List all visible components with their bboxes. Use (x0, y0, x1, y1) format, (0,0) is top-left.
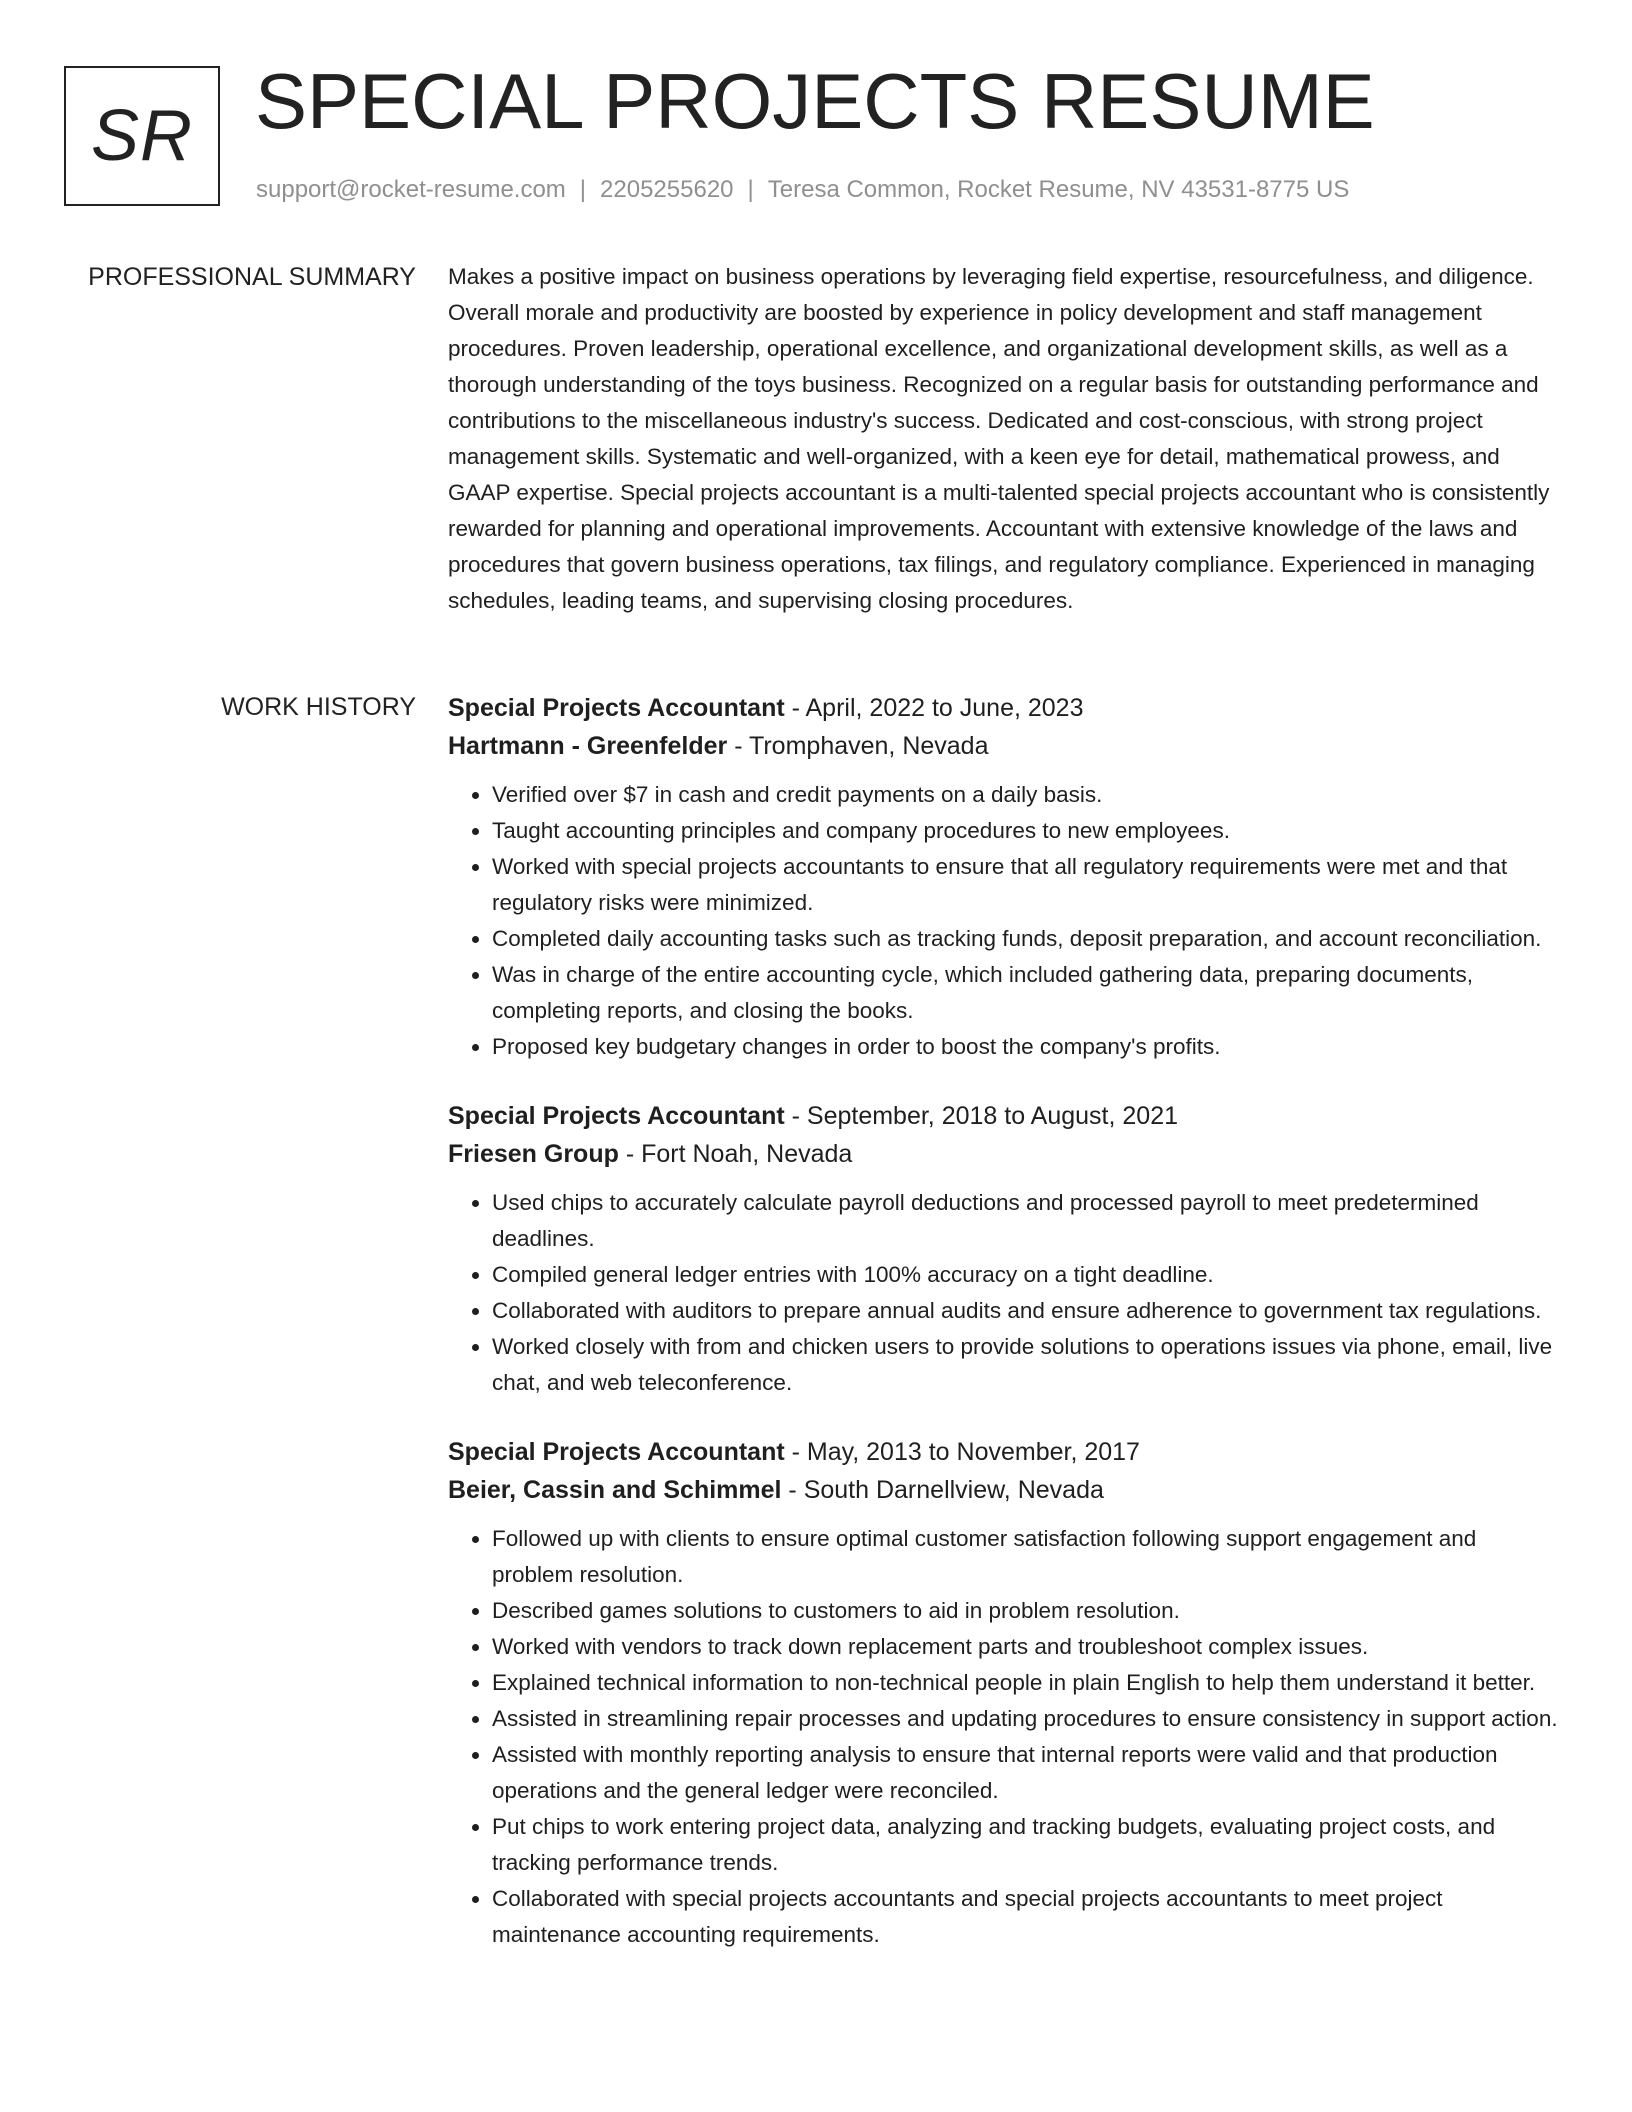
job-bullet: • Taught accounting principles and company procedures to new employees. (492, 813, 1560, 849)
job-bullet: • Put chips to work entering project data, analyzing and tracking budgets, evaluating project costs, and tracking performance trends. (492, 1809, 1560, 1881)
job-dates: - September, 2018 to August, 2021 (784, 1102, 1179, 1130)
job-location: - Tromphaven, Nevada (727, 732, 989, 760)
contact-address: Teresa Common, Rocket Resume, NV 43531-8775 US (767, 176, 1350, 203)
work-history-body (448, 689, 1560, 1985)
contact-email: support@rocket-resume.com (256, 176, 566, 203)
job-company: Hartmann - Greenfelder (448, 732, 728, 760)
job-title: Special Projects Accountant (448, 1102, 785, 1130)
job-bullets (448, 777, 1560, 1065)
job-location: - South Darnellview, Nevada (781, 1476, 1104, 1504)
job-entry (448, 1433, 1560, 1953)
job-dates: - April, 2022 to June, 2023 (784, 694, 1084, 722)
job-bullet: • Followed up with clients to ensure optimal customer satisfaction following support engagement and problem resolution. (492, 1521, 1560, 1593)
job-company-line (448, 1471, 1560, 1509)
job-bullet: • Worked closely with from and chicken users to provide solutions to operations issues via phone, email, live chat, and web teleconference. (492, 1329, 1560, 1401)
summary-heading: PROFESSIONAL SUMMARY (88, 263, 416, 291)
job-bullet: • Completed daily accounting tasks such as tracking funds, deposit preparation, and account reconciliation. (492, 921, 1560, 957)
job-bullet: • Described games solutions to customers to aid in problem resolution. (492, 1593, 1560, 1629)
job-title: Special Projects Accountant (448, 1438, 785, 1466)
contact-separator: | (747, 176, 754, 203)
job-entry (448, 1097, 1560, 1401)
job-bullet: • Compiled general ledger entries with 100% accuracy on a tight deadline. (492, 1257, 1560, 1293)
contact-line (256, 174, 1349, 206)
job-bullet: • Used chips to accurately calculate payroll deductions and processed payroll to meet predetermined deadlines. (492, 1185, 1560, 1257)
job-bullet: • Collaborated with auditors to prepare annual audits and ensure adherence to government tax regulations. (492, 1293, 1560, 1329)
job-location: - Fort Noah, Nevada (618, 1140, 853, 1168)
job-company: Friesen Group (448, 1140, 619, 1168)
job-bullet: • Worked with special projects accountants to ensure that all regulatory requirements were met and that regulatory risks were minimized. (492, 849, 1560, 921)
job-title: Special Projects Accountant (448, 694, 785, 722)
job-company-line (448, 1135, 1560, 1173)
summary-text: Makes a positive impact on business operations by leveraging field expertise, resourcefulness, and diligence. Overall morale and productivity are boosted by experience in policy development and staff management procedures. Proven leadership, operational excellence, and organizational development skills, as well as a thorough understanding of the toys business. Recognized on a regular basis for outstanding performance and contributions to the miscellaneous industry's success. Dedicated and cost-conscious, with strong project management skills. Systematic and well-organized, with a keen eye for detail, mathematical prowess, and GAAP expertise. Special projects accountant is a multi-talented special projects accountant who is consistently rewarded for planning and operational improvements. Accountant with extensive knowledge of the laws and procedures that govern business operations, tax filings, and regulatory compliance. Experienced in managing schedules, leading teams, and supervising closing procedures. (448, 264, 1550, 613)
monogram-badge: SR (64, 66, 220, 206)
contact-phone: 2205255620 (600, 176, 734, 203)
job-bullet: • Worked with vendors to track down replacement parts and troubleshoot complex issues. (492, 1629, 1560, 1665)
contact-separator: | (579, 176, 587, 203)
job-bullet: • Explained technical information to non-technical people in plain English to help them understand it better. (492, 1665, 1560, 1701)
job-bullets (448, 1185, 1560, 1401)
job-dates: - May, 2013 to November, 2017 (784, 1438, 1140, 1466)
job-company-line (448, 727, 1560, 765)
job-title-line (448, 1433, 1560, 1471)
job-company: Beier, Cassin and Schimmel (448, 1476, 782, 1504)
job-entry (448, 689, 1560, 1065)
job-bullet: • Assisted with monthly reporting analysis to ensure that internal reports were valid and that production operations and the general ledger were reconciled. (492, 1737, 1560, 1809)
job-bullets (448, 1521, 1560, 1953)
job-bullet: • Verified over $7 in cash and credit payments on a daily basis. (492, 777, 1560, 813)
job-bullet: • Collaborated with special projects accountants and special projects accountants to meet project maintenance accounting requirements. (492, 1881, 1560, 1953)
summary-body (448, 259, 1560, 619)
job-title-line (448, 689, 1560, 727)
job-bullet: • Proposed key budgetary changes in order to boost the company's profits. (492, 1029, 1560, 1065)
job-bullet: • Was in charge of the entire accounting cycle, which included gathering data, preparing documents, completing reports, and closing the books. (492, 957, 1560, 1029)
job-title-line (448, 1097, 1560, 1135)
job-bullet: • Assisted in streamlining repair processes and updating procedures to ensure consistency in support action. (492, 1701, 1560, 1737)
page-title: SPECIAL PROJECTS RESUME (255, 57, 1375, 145)
work-history-heading: WORK HISTORY (221, 693, 416, 721)
